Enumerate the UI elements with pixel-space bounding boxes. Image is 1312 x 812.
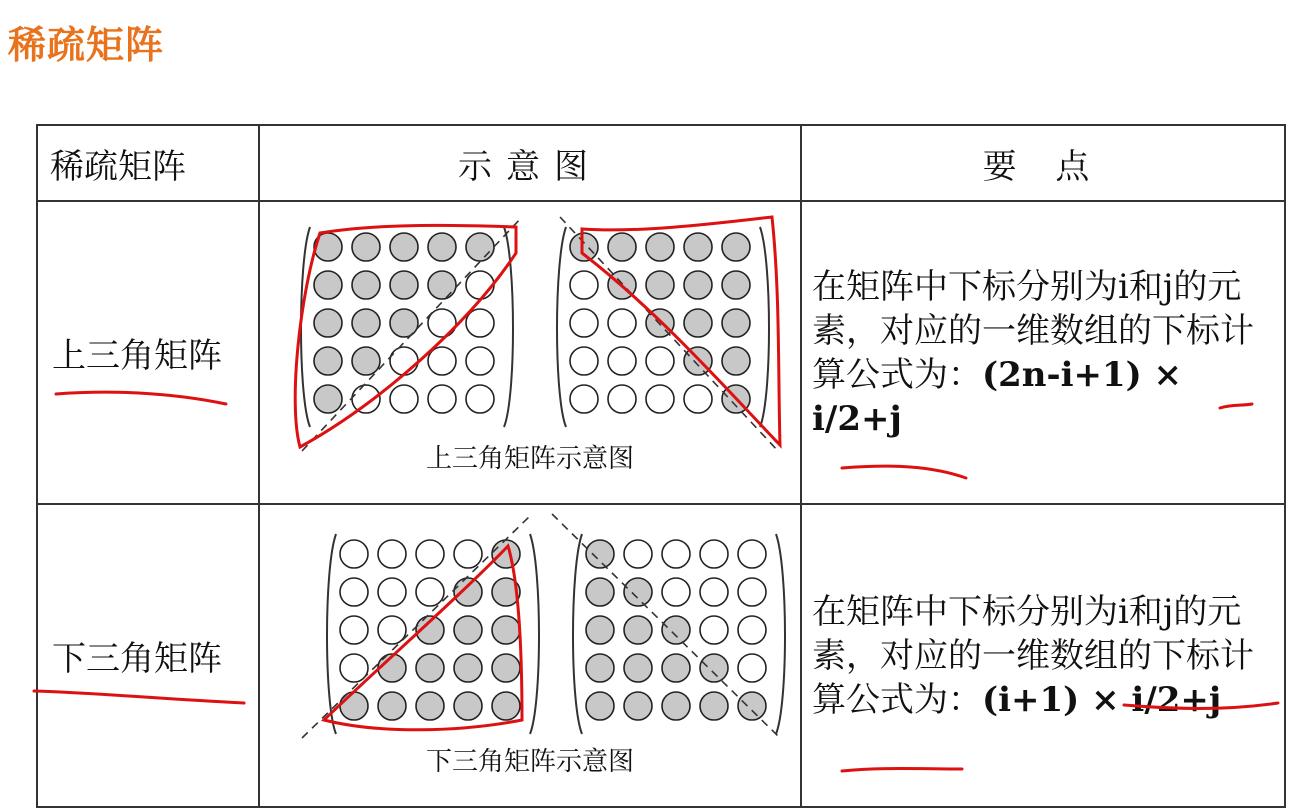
matrix-element-empty: [684, 385, 712, 413]
page-title: 稀疏矩阵: [8, 23, 165, 67]
note-cell-upper: [801, 201, 1285, 504]
note-text-upper: 在矩阵中下标分别为i和j的元素，对应的一维数组的下标计算公式为：: [812, 266, 1254, 395]
matrix-element-empty: [454, 540, 482, 568]
matrix-element-empty: [416, 540, 444, 568]
row-label-lower: 下三角矩阵: [52, 639, 222, 679]
matrix-element-filled: [700, 654, 728, 682]
diagram-caption-lower: 下三角矩阵示意图: [425, 747, 634, 777]
matrix-element-filled: [352, 347, 380, 375]
matrix-element-filled: [352, 309, 380, 337]
matrix-element-filled: [314, 309, 342, 337]
matrix-left-bracket: [327, 534, 336, 734]
matrix-element-empty: [700, 540, 728, 568]
matrix-element-empty: [378, 540, 406, 568]
matrix-left-bracket: [557, 227, 566, 427]
matrix-element-empty: [738, 578, 766, 606]
matrix-element-empty: [662, 578, 690, 606]
matrix-element-filled: [586, 692, 614, 720]
matrix-element-filled: [492, 540, 520, 568]
matrix-element-filled: [454, 654, 482, 682]
matrix-element-empty: [466, 385, 494, 413]
matrix-element-empty: [700, 578, 728, 606]
matrix-element-filled: [608, 233, 636, 261]
matrix-element-filled: [684, 309, 712, 337]
matrix-element-filled: [314, 347, 342, 375]
matrix-element-filled: [624, 692, 652, 720]
header-diagram: 示意图: [259, 125, 801, 201]
matrix-right-bracket: [760, 227, 769, 427]
matrix-element-empty: [466, 271, 494, 299]
note-text-lower: 在矩阵中下标分别为i和j的元素，对应的一维数组的下标计算公式为：: [812, 591, 1254, 720]
matrix-element-filled: [314, 271, 342, 299]
matrix-element-empty: [340, 540, 368, 568]
matrix-element-filled: [738, 692, 766, 720]
matrix-element-empty: [570, 385, 598, 413]
matrix-element-empty: [624, 540, 652, 568]
matrix-element-filled: [454, 578, 482, 606]
header-sparse-matrix: 稀疏矩阵: [37, 125, 259, 201]
row-label-cell: [37, 504, 259, 807]
formula-lower: (i+1) × i/2+j: [982, 679, 1222, 720]
matrix-element-empty: [608, 347, 636, 375]
matrix-element-empty: [340, 616, 368, 644]
matrix-element-empty: [416, 578, 444, 606]
matrix-element-filled: [586, 540, 614, 568]
matrix-element-filled: [390, 233, 418, 261]
matrix-element-filled: [700, 692, 728, 720]
row-label-cell: [37, 201, 259, 504]
matrix-element-empty: [390, 347, 418, 375]
matrix-element-empty: [608, 309, 636, 337]
matrix-element-filled: [586, 616, 614, 644]
matrix-left-bracket: [573, 534, 582, 734]
matrix-element-empty: [570, 309, 598, 337]
matrix-element-filled: [624, 654, 652, 682]
matrix-element-filled: [586, 578, 614, 606]
matrix-element-filled: [646, 233, 674, 261]
matrix-element-filled: [662, 616, 690, 644]
matrix-element-empty: [352, 385, 380, 413]
underline-annotation: [48, 382, 248, 412]
matrix-right-bracket: [530, 534, 539, 734]
diagram-cell-upper: [259, 201, 801, 504]
matrix-element-filled: [570, 233, 598, 261]
matrix-element-filled: [624, 578, 652, 606]
matrix-element-empty: [466, 347, 494, 375]
matrix-element-filled: [624, 616, 652, 644]
matrix-element-empty: [738, 616, 766, 644]
matrix-left-bracket: [301, 227, 310, 427]
matrix-element-filled: [314, 385, 342, 413]
matrix-element-empty: [700, 616, 728, 644]
note-cell-lower: [801, 504, 1285, 807]
matrix-element-filled: [352, 271, 380, 299]
matrix-element-filled: [466, 233, 494, 261]
table-header-row: [37, 125, 1285, 201]
matrix-element-empty: [738, 540, 766, 568]
matrix-element-empty: [646, 385, 674, 413]
matrix-element-empty: [738, 654, 766, 682]
matrix-element-filled: [416, 692, 444, 720]
header-key-points: 要 点: [801, 125, 1285, 201]
matrix-element-empty: [646, 347, 674, 375]
matrix-element-empty: [608, 385, 636, 413]
diagram-caption-upper: 上三角矩阵示意图: [425, 444, 634, 474]
formula-underline-annotation: [802, 505, 1286, 808]
underline-annotation: [30, 681, 250, 715]
matrix-element-filled: [416, 654, 444, 682]
matrix-element-filled: [378, 692, 406, 720]
matrix-element-empty: [428, 385, 456, 413]
matrix-element-filled: [646, 271, 674, 299]
matrix-element-filled: [722, 347, 750, 375]
sparse-matrix-table: [36, 124, 1286, 808]
matrix-element-filled: [454, 616, 482, 644]
matrix-element-empty: [570, 347, 598, 375]
diagram-cell-lower: [259, 504, 801, 807]
matrix-element-filled: [722, 233, 750, 261]
matrix-element-empty: [390, 385, 418, 413]
matrix-element-filled: [722, 271, 750, 299]
matrix-element-filled: [492, 692, 520, 720]
matrix-element-filled: [684, 271, 712, 299]
matrix-element-filled: [390, 309, 418, 337]
matrix-element-filled: [684, 233, 712, 261]
matrix-element-filled: [662, 692, 690, 720]
matrix-element-filled: [352, 233, 380, 261]
matrix-element-filled: [428, 271, 456, 299]
matrix-element-empty: [378, 578, 406, 606]
matrix-element-filled: [492, 616, 520, 644]
matrix-element-filled: [492, 654, 520, 682]
row-label-upper: 上三角矩阵: [52, 336, 222, 376]
matrix-element-filled: [722, 309, 750, 337]
matrix-element-empty: [662, 540, 690, 568]
matrix-element-filled: [454, 692, 482, 720]
matrix-element-empty: [570, 271, 598, 299]
matrix-element-filled: [428, 233, 456, 261]
table-row-lower: [37, 504, 1285, 807]
formula-upper: (2n-i+1) × i/2+j: [812, 354, 1183, 439]
matrix-element-empty: [340, 578, 368, 606]
table-row-upper: [37, 201, 1285, 504]
matrix-element-filled: [390, 271, 418, 299]
matrix-element-filled: [662, 654, 690, 682]
formula-underline-annotation: [802, 202, 1286, 505]
matrix-element-filled: [586, 654, 614, 682]
matrix-right-bracket: [776, 534, 785, 734]
